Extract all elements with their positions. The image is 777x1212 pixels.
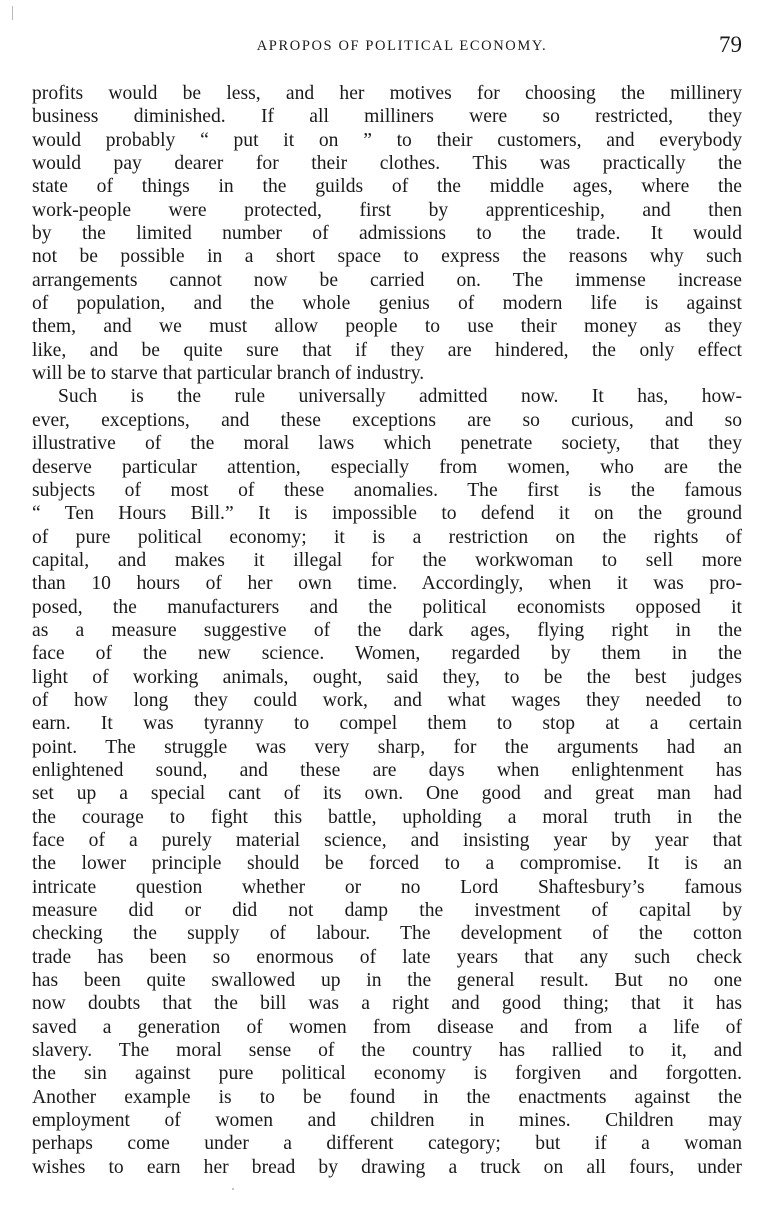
text-line: employment of women and children in mines. Children may [32,1110,742,1132]
text-line: trade has been so enormous of late years that any such check [32,946,742,968]
text-line: saved a generation of women from disease and from a life of [32,1016,742,1038]
text-line: the lower principle should be forced to a compromise. It is an [32,853,742,875]
page-header [32,32,742,62]
text-line: point. The struggle was very sharp, for the arguments had an [32,736,742,758]
text-line: will be to starve that particular branch of industry. [32,363,425,385]
body-text [32,82,742,1179]
text-line: light of working animals, ought, said they, to be the best judges [32,666,742,688]
text-line: would probably “ put it on ” to their customers, and everybody [32,129,742,151]
text-line: illustrative of the moral laws which penetrate society, that they [32,433,742,455]
text-line: posed, the manufacturers and the political economists opposed it [32,596,742,618]
text-line: checking the supply of labour. The development of the cotton [32,923,742,945]
text-line: of population, and the whole genius of modern life is against [32,293,742,315]
text-line: enlightened sound, and these are days when enlightenment has [32,759,742,781]
page-number: 79 [719,32,742,57]
text-line: would pay dearer for their clothes. This was practically the [32,153,742,175]
text-line: of pure political economy; it is a restriction on the rights of [32,526,742,548]
text-line: the courage to fight this battle, upholding a moral truth in the [32,806,742,828]
text-line: has been quite swallowed up in the general result. But no one [32,970,742,992]
margin-mark [12,6,13,20]
text-line: capital, and makes it illegal for the workwoman to sell more [32,549,742,571]
margin-dot [232,1188,234,1190]
text-line: not be possible in a short space to express the reasons why such [32,246,742,268]
text-line: set up a special cant of its own. One good and great man had [32,783,742,805]
text-line: measure did or did not damp the investment of capital by [32,900,742,922]
text-line: arrangements cannot now be carried on. The immense increase [32,269,742,291]
text-line: business diminished. If all milliners were so restricted, they [32,106,742,128]
text-line: than 10 hours of her own time. Accordingly, when it was pro- [32,573,742,595]
text-line: face of the new science. Women, regarded by them in the [32,643,742,665]
text-line: state of things in the guilds of the middle ages, where the [32,176,742,198]
text-line: now doubts that the bill was a right and good thing; that it has [32,993,742,1015]
text-line: work-people were protected, first by apprenticeship, and then [32,199,742,221]
text-line: subjects of most of these anomalies. The first is the famous [32,479,742,501]
text-line: deserve particular attention, especially from women, who are the [32,456,742,478]
text-line: face of a purely material science, and insisting year by year that [32,830,742,851]
text-line: perhaps come under a different category; but if a woman [32,1133,742,1155]
text-line: the sin against pure political economy is forgiven and forgotten. [32,1063,742,1085]
text-line: of how long they could work, and what wages they needed to [32,689,742,711]
text-line: slavery. The moral sense of the country has rallied to it, and [32,1040,742,1062]
text-line: “ Ten Hours Bill.” It is impossible to defend it on the ground [32,503,742,525]
text-line: earn. It was tyranny to compel them to stop at a certain [32,713,742,735]
text-line: intricate question whether or no Lord Shaftesbury’s famous [32,876,742,898]
text-line: like, and be quite sure that if they are hindered, the only effect [32,339,742,361]
text-line: them, and we must allow people to use their money as they [32,316,742,338]
running-head: APROPOS OF POLITICAL ECONOMY. [256,38,548,54]
text-line: as a measure suggestive of the dark ages, flying right in the [32,619,742,641]
text-line: by the limited number of admissions to the trade. It would [32,223,742,245]
text-line: ever, exceptions, and these exceptions are so curious, and so [32,409,742,431]
text-line: Another example is to be found in the enactments against the [32,1086,742,1108]
text-line: wishes to earn her bread by drawing a truck on all fours, under [32,1156,742,1178]
text-line: Such is the rule universally admitted now. It has, how- [58,386,742,408]
text-line: profits would be less, and her motives for choosing the millinery [32,83,742,104]
